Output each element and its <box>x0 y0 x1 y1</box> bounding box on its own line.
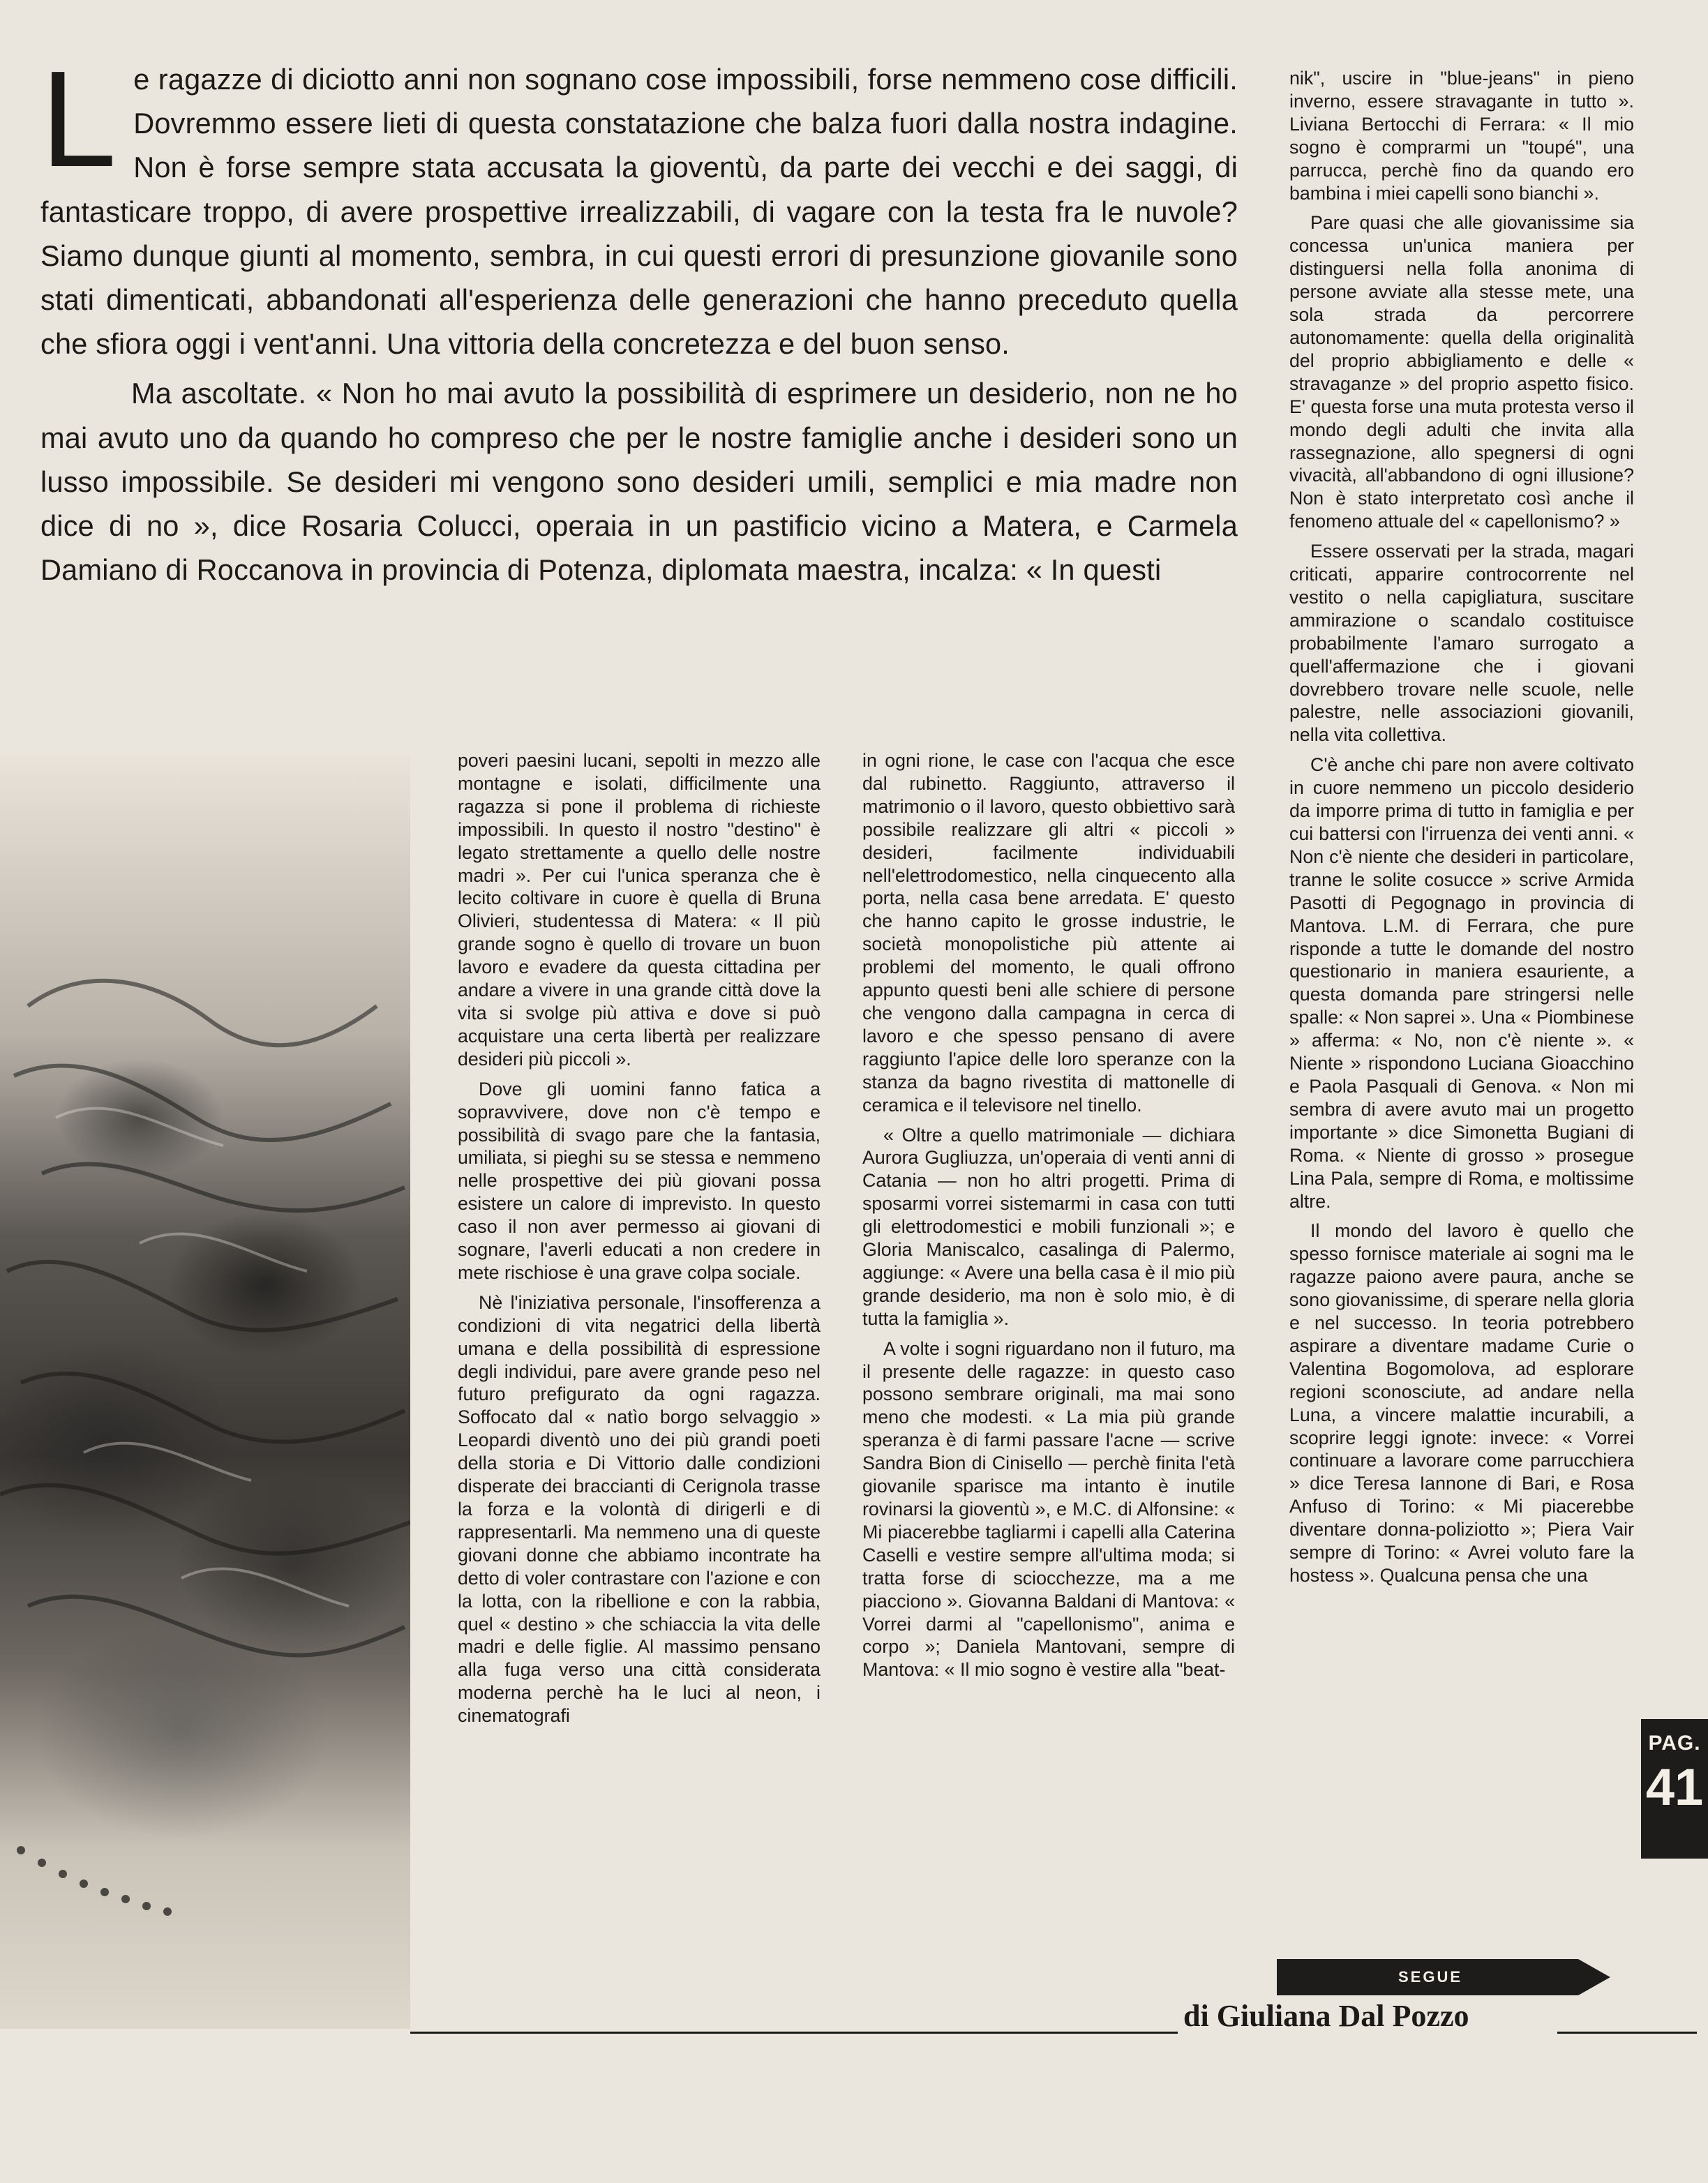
middle-column-1-paragraph: poveri paesini lucani, sepolti in mezzo alle montagne e isolati, difficilmente una ragazza si pone il problema di richieste impossibili. In questo il nostro "destino" è legato strettamente a quello delle nostre madri ». Per cui l'unica speranza che è lecito coltivare in cuore è quella di Bruna Olivieri, studentessa di Matera: « Il più grande sogno è quello di trovare un buon lavoro e evadere da questa cittadina per andare a vivere in una grande città dove la vita si svolge più attiva e dove si può acquistare una certa libertà per realizzare desideri più piccoli ». <box>458 750 821 1070</box>
lead-paragraph-1-text: e ragazze di diciotto anni non sognano cose impossibili, forse nemmeno cose difficili. Dovremmo essere lieti di questa constatazione che balza fuori dalla nostra indagine. Non è forse sempre stata accusata la gioventù, da parte dei vecchi e dei saggi, di fantasticare troppo, di avere prospettive irrealizzabili, di vagare con la testa fra le nuvole? Siamo dunque giunti al momento, sembra, in cui questi errori di presunzione giovanile sono stati dimenticati, abbandonati all'esperienza delle generazioni che hanno preceduto quella che sfiora oggi i vent'anni. Una vittoria della concretezza e del buon senso. <box>40 63 1238 361</box>
byline-rule-right <box>1557 2032 1697 2034</box>
middle-column-2-paragraph: « Oltre a quello matrimoniale — dichiara Aurora Gugliuzza, un'operaia di venti anni di Catania — non ho altri progetti. Prima di sposarmi vorrei sistemarmi in casa con tutti gli elettrodomestici e mobili funzionali »; e Gloria Maniscalco, casalinga di Palermo, aggiunge: « Avere una bella casa è il mio più grande desiderio, ma non è solo mio, è di tutta la famiglia ». <box>862 1124 1235 1329</box>
middle-column-2-paragraph: in ogni rione, le case con l'acqua che esce dal rubinetto. Raggiunto, attraverso il matrimonio o il lavoro, questo obbiettivo sarà possibile realizzare gli altri « piccoli » desideri, facilmente individuabili nell'elettrodomestico, nella cinquecento alla porta, nella casa bene arredata. E' questo che hanno capito le grosse industrie, le società monopolistiche più attente ai problemi del momento, le quali offrono appunto questi beni alle schiere di persone che vengono dalla campagna in cerca di lavoro e che spesso pensano di avere raggiunto l'apice delle loro speranze con la stanza da bagno rivestita di mattonelle di ceramica e il televisore nel tinello. <box>862 750 1235 1116</box>
middle-column-1-paragraph: Dove gli uomini fanno fatica a sopravvivere, dove non c'è tempo e possibilità di svago pare che la fantasia, umiliata, si pieghi su se stessa e nemmeno nelle prospettive dei più giovani possa esistere un calore di imprevisto. In questo caso il non aver permesso ai giovani di sognare, l'averli educati a non credere in mete rischiose è una grave colpa sociale. <box>458 1078 821 1283</box>
continued-label: SEGUE <box>1398 1968 1463 1986</box>
right-column-paragraph: Essere osservati per la strada, magari criticati, apparire controcorrente nel vestito o nella capigliatura, suscitare ammirazione o scandalo costituisce probabilmente l'amaro surrogato a quell'affermazione che i giovani dovrebbero trovare nelle scuole, nelle palestre, nelle associazioni giovanili, nella vita collettiva. <box>1289 541 1634 746</box>
middle-column-1-paragraph: Nè l'iniziativa personale, l'insofferenza a condizioni di vita negatrici della libertà umana e della possibilità di espressione degli individui, pare avere grande peso nel futuro prefigurato da ogni ragazza. Soffocato dal « natìo borgo selvaggio » Leopardi diventò uno dei più grandi poeti della storia e Di Vittorio dalle condizioni disperate dei braccianti di Cerignola trasse la forza e la volontà di dirigerli e di rappresentarli. Ma nemmeno una di queste giovani donne che abbiamo incontrate ha detto di voler contrastare con l'azione e con la lotta, con la ribellione e con la rabbia, quel « destino » che schiaccia la vita delle madri e delle figlie. Al massimo pensano alla fuga verso una città considerata moderna perchè ha le luci al neon, i cinematografi <box>458 1291 821 1727</box>
continued-arrow[interactable] <box>1277 1959 1610 1995</box>
lead-paragraph-2: Ma ascoltate. « Non ho mai avuto la possibilità di esprimere un desiderio, non ne ho mai avuto uno da quando ho compreso che per le nostre famiglie anche i desideri sono un lusso impossibile. Se desideri mi vengono sono desideri umili, semplici e mia madre non dice di no », dice Rosaria Colucci, operaia in un pastificio vicino a Matera, e Carmela Damiano di Roccanova in provincia di Potenza, diplomata maestra, incalza: « In questi <box>40 377 1238 587</box>
middle-column-1 <box>458 749 821 1734</box>
page-number: 41 <box>1645 1758 1704 1816</box>
page-label: PAG. <box>1648 1732 1701 1755</box>
drop-cap: L <box>40 43 117 195</box>
middle-column-2 <box>862 749 1235 1688</box>
right-column <box>1289 67 1634 1594</box>
right-column-paragraph: Pare quasi che alle giovanissime sia concessa un'unica maniera per distinguersi nella folla anonima di persone avviate alla stesse mete, una sola strada da percorrere autonomamente: quella della originalità del proprio abbigliamento e delle « stravaganze » del proprio aspetto fisico. E' questa forse una muta protesta verso il mondo degli adulti che invita alla rassegnazione, allo spegnersi di ogni vivacità, all'abbandono di ogni illusione? Non è stato interpretato così anche il fenomeno attuale del « capellonismo? » <box>1289 212 1634 532</box>
hair-photo <box>0 755 410 2029</box>
byline-rule-left <box>410 2032 1178 2034</box>
right-column-paragraph: Il mondo del lavoro è quello che spesso fornisce materiale ai sogni ma le ragazze paiono avere paura, anche se sono giovanissime, di sperare nella gloria e nel successo. In teoria potrebbero aspirare a diventare madame Curie o Valentina Bogomolova, ad esplorare regioni sconosciute, ad andare nella Luna, a vincere malattie incurabili, a scoprire leggi ignote: invece: « Vorrei continuare a lavorare come parrucchiera » dice Teresa Iannone di Bari, e Rosa Anfuso di Torino: « Mi piacerebbe diventare donna-poliziotto »; Piera Vair sempre di Torino: « Avrei voluto fare la hostess ». Qualcuna pensa che una <box>1289 1220 1634 1586</box>
lead-text <box>40 43 1238 592</box>
byline: di Giuliana Dal Pozzo <box>1183 1999 1469 2033</box>
right-column-paragraph: nik", uscire in "blue-jeans" in pieno inverno, essere stravagante in tutto ». Liviana Bertocchi di Ferrara: « Il mio sogno è comprarmi un "toupé", una parrucca, perchè fino da quando ero bambina i miei capelli sono bianchi ». <box>1289 68 1634 204</box>
right-column-paragraph: C'è anche chi pare non avere coltivato in cuore nemmeno un piccolo desiderio da imporre prima di tutto in famiglia e per cui battersi con l'irruenza dei venti anni. « Non c'è niente che desideri in particolare, tranne le solite cosucce » scrive Armida Pasotti di Pegognago in provincia di Mantova. L.M. di Ferrara, che pure risponde a tutte le domande del nostro questionario in maniera esauriente, a questa domanda pare stringersi nelle spalle: « Non saprei ». Una « Piombinese » afferma: « No, non c'è niente ». « Niente » rispondono Luciana Gioacchino e Paola Pasquali di Genova. « Non mi sembra di avere avuto mai un progetto importante » dice Simonetta Bugiani di Roma. « Niente di grosso » prosegue Lina Pala, sempre di Roma, e moltissime altre. <box>1289 754 1634 1212</box>
middle-column-2-paragraph: A volte i sogni riguardano non il futuro, ma il presente delle ragazze: in questo caso possono sembrare originali, ma mai sono meno che modesti. « La mia più grande speranza è di farmi passare l'acne — scrive Sandra Bion di Cinisello — perchè finita l'età giovanile sparisce ma intanto è inutile rovinarsi la gioventù », e M.C. di Alfonsine: « Mi piacerebbe tagliarmi i capelli alla Caterina Caselli e vestire sempre all'ultima moda; si tratta forse di sciocchezze, ma a me piacciono ». Giovanna Baldani di Mantova: « Vorrei darmi al "capellonismo", anima e corpo »; Daniela Mantovani, sempre di Mantova: « Il mio sogno è vestire alla "beat- <box>862 1337 1235 1681</box>
page-number-tab <box>1641 1719 1708 1859</box>
lead-paragraph-1 <box>40 43 1238 366</box>
hair-photo-texture <box>0 755 410 2029</box>
